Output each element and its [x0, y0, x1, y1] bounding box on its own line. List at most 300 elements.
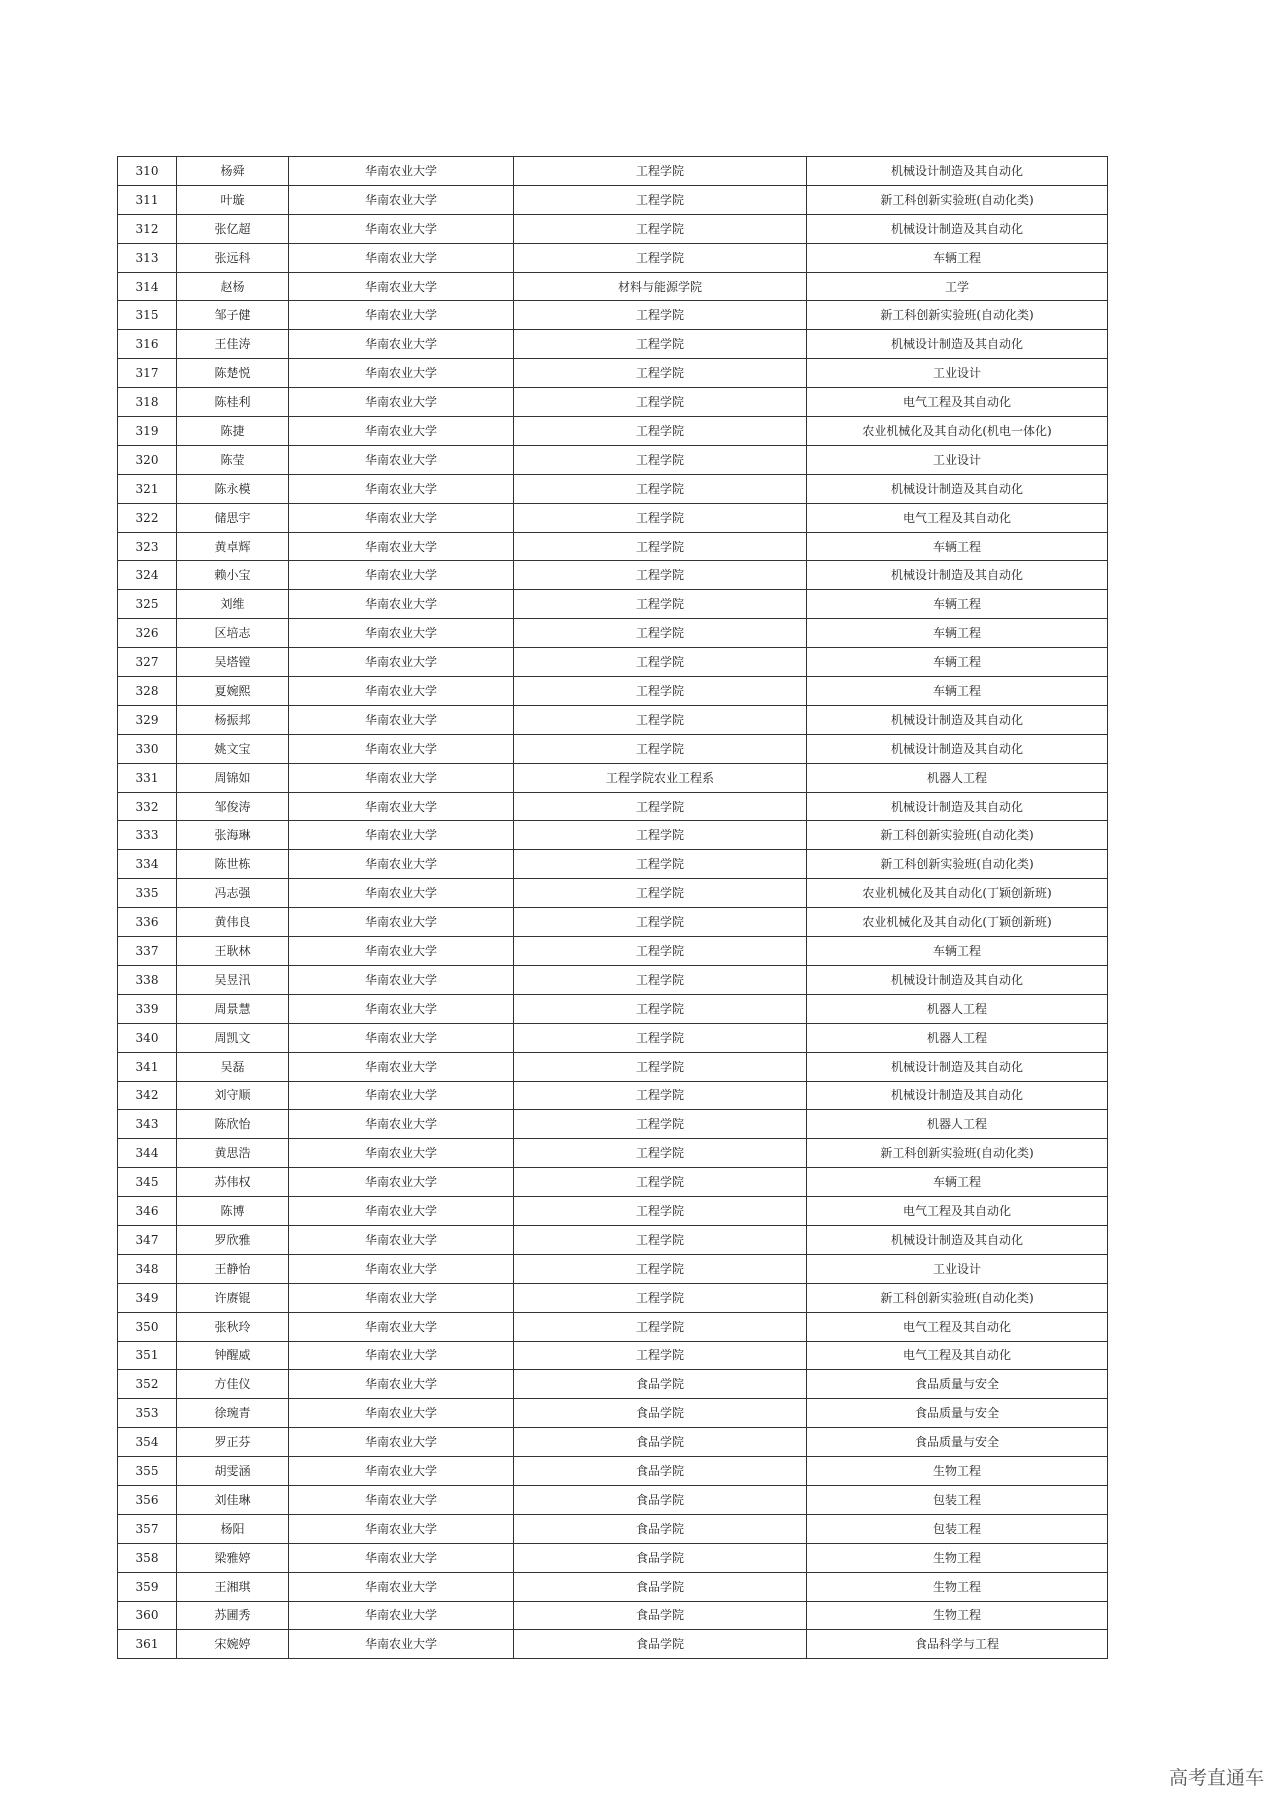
cell-name: 黄卓辉	[177, 532, 289, 561]
cell-college: 工程学院	[514, 330, 807, 359]
cell-college: 工程学院	[514, 561, 807, 590]
cell-name: 邹俊涛	[177, 792, 289, 821]
cell-number: 317	[118, 359, 177, 388]
cell-number: 312	[118, 214, 177, 243]
cell-name: 邹子健	[177, 301, 289, 330]
cell-name: 陈博	[177, 1197, 289, 1226]
cell-major: 新工科创新实验班(自动化类)	[807, 1139, 1108, 1168]
cell-number: 347	[118, 1225, 177, 1254]
cell-name: 陈捷	[177, 417, 289, 446]
cell-college: 工程学院	[514, 619, 807, 648]
table-row	[118, 1197, 1108, 1226]
cell-name: 王静怡	[177, 1254, 289, 1283]
cell-number: 331	[118, 763, 177, 792]
table-row	[118, 532, 1108, 561]
cell-college: 工程学院	[514, 590, 807, 619]
cell-name: 夏婉熙	[177, 677, 289, 706]
table-row	[118, 1052, 1108, 1081]
table-row	[118, 1312, 1108, 1341]
cell-name: 梁雅婷	[177, 1543, 289, 1572]
cell-number: 339	[118, 994, 177, 1023]
table-row	[118, 1110, 1108, 1139]
cell-major: 机械设计制造及其自动化	[807, 705, 1108, 734]
cell-major: 电气工程及其自动化	[807, 1312, 1108, 1341]
cell-major: 新工科创新实验班(自动化类)	[807, 185, 1108, 214]
cell-number: 316	[118, 330, 177, 359]
cell-number: 349	[118, 1283, 177, 1312]
cell-university: 华南农业大学	[289, 1572, 514, 1601]
cell-major: 新工科创新实验班(自动化类)	[807, 850, 1108, 879]
cell-number: 346	[118, 1197, 177, 1226]
cell-number: 336	[118, 908, 177, 937]
cell-major: 车辆工程	[807, 243, 1108, 272]
table-row	[118, 1485, 1108, 1514]
cell-major: 农业机械化及其自动化(丁颖创新班)	[807, 879, 1108, 908]
cell-major: 机器人工程	[807, 1110, 1108, 1139]
cell-college: 食品学院	[514, 1399, 807, 1428]
cell-major: 车辆工程	[807, 619, 1108, 648]
table-row	[118, 330, 1108, 359]
cell-major: 车辆工程	[807, 532, 1108, 561]
cell-college: 工程学院	[514, 185, 807, 214]
table-row	[118, 272, 1108, 301]
table-body	[118, 157, 1108, 1659]
cell-college: 工程学院	[514, 965, 807, 994]
cell-college: 工程学院	[514, 1081, 807, 1110]
cell-name: 吴塔镗	[177, 648, 289, 677]
table-row	[118, 1341, 1108, 1370]
cell-college: 工程学院	[514, 417, 807, 446]
table-row	[118, 1543, 1108, 1572]
cell-major: 机械设计制造及其自动化	[807, 1081, 1108, 1110]
cell-major: 包装工程	[807, 1485, 1108, 1514]
cell-number: 341	[118, 1052, 177, 1081]
table-row	[118, 763, 1108, 792]
cell-number: 311	[118, 185, 177, 214]
cell-major: 生物工程	[807, 1572, 1108, 1601]
cell-university: 华南农业大学	[289, 1168, 514, 1197]
table-row	[118, 214, 1108, 243]
cell-name: 胡雯涵	[177, 1457, 289, 1486]
cell-name: 许赓锟	[177, 1283, 289, 1312]
cell-college: 工程学院	[514, 792, 807, 821]
cell-number: 327	[118, 648, 177, 677]
cell-university: 华南农业大学	[289, 1139, 514, 1168]
table-row	[118, 301, 1108, 330]
table-row	[118, 1514, 1108, 1543]
cell-college: 食品学院	[514, 1457, 807, 1486]
cell-university: 华南农业大学	[289, 1485, 514, 1514]
cell-name: 吴昱汛	[177, 965, 289, 994]
cell-college: 工程学院	[514, 1023, 807, 1052]
cell-college: 工程学院	[514, 1197, 807, 1226]
cell-college: 工程学院	[514, 937, 807, 966]
cell-university: 华南农业大学	[289, 619, 514, 648]
cell-name: 杨阳	[177, 1514, 289, 1543]
table-row	[118, 1023, 1108, 1052]
cell-university: 华南农业大学	[289, 157, 514, 186]
cell-name: 刘维	[177, 590, 289, 619]
cell-major: 电气工程及其自动化	[807, 388, 1108, 417]
cell-major: 机械设计制造及其自动化	[807, 1225, 1108, 1254]
cell-major: 食品质量与安全	[807, 1428, 1108, 1457]
cell-name: 罗正芬	[177, 1428, 289, 1457]
cell-number: 359	[118, 1572, 177, 1601]
cell-number: 334	[118, 850, 177, 879]
cell-university: 华南农业大学	[289, 1601, 514, 1630]
table-row	[118, 1139, 1108, 1168]
cell-university: 华南农业大学	[289, 330, 514, 359]
cell-name: 吴磊	[177, 1052, 289, 1081]
cell-number: 329	[118, 705, 177, 734]
table-row	[118, 1572, 1108, 1601]
cell-college: 工程学院	[514, 648, 807, 677]
cell-name: 区培志	[177, 619, 289, 648]
cell-major: 机械设计制造及其自动化	[807, 734, 1108, 763]
cell-university: 华南农业大学	[289, 1428, 514, 1457]
cell-college: 工程学院	[514, 850, 807, 879]
cell-number: 342	[118, 1081, 177, 1110]
cell-major: 电气工程及其自动化	[807, 1197, 1108, 1226]
cell-number: 343	[118, 1110, 177, 1139]
cell-university: 华南农业大学	[289, 445, 514, 474]
table-row	[118, 359, 1108, 388]
cell-university: 华南农业大学	[289, 359, 514, 388]
cell-major: 农业机械化及其自动化(丁颖创新班)	[807, 908, 1108, 937]
table-row	[118, 1254, 1108, 1283]
cell-major: 车辆工程	[807, 677, 1108, 706]
cell-college: 工程学院	[514, 677, 807, 706]
cell-name: 姚文宝	[177, 734, 289, 763]
cell-name: 杨舜	[177, 157, 289, 186]
cell-number: 314	[118, 272, 177, 301]
cell-name: 张远科	[177, 243, 289, 272]
cell-number: 355	[118, 1457, 177, 1486]
cell-major: 机械设计制造及其自动化	[807, 965, 1108, 994]
cell-university: 华南农业大学	[289, 1514, 514, 1543]
cell-number: 348	[118, 1254, 177, 1283]
cell-college: 工程学院	[514, 1052, 807, 1081]
cell-number: 324	[118, 561, 177, 590]
cell-university: 华南农业大学	[289, 417, 514, 446]
cell-number: 323	[118, 532, 177, 561]
cell-university: 华南农业大学	[289, 879, 514, 908]
cell-number: 361	[118, 1630, 177, 1659]
cell-college: 工程学院	[514, 214, 807, 243]
cell-major: 新工科创新实验班(自动化类)	[807, 301, 1108, 330]
table-row	[118, 1081, 1108, 1110]
cell-college: 工程学院	[514, 734, 807, 763]
cell-major: 工业设计	[807, 359, 1108, 388]
cell-college: 工程学院	[514, 1341, 807, 1370]
cell-major: 工业设计	[807, 445, 1108, 474]
cell-college: 工程学院	[514, 243, 807, 272]
cell-name: 陈世栋	[177, 850, 289, 879]
cell-university: 华南农业大学	[289, 648, 514, 677]
cell-university: 华南农业大学	[289, 590, 514, 619]
table-row	[118, 1399, 1108, 1428]
cell-university: 华南农业大学	[289, 1110, 514, 1139]
table-row	[118, 619, 1108, 648]
cell-number: 350	[118, 1312, 177, 1341]
cell-name: 王佳涛	[177, 330, 289, 359]
cell-major: 车辆工程	[807, 1168, 1108, 1197]
table-row	[118, 908, 1108, 937]
cell-name: 陈欣怡	[177, 1110, 289, 1139]
cell-major: 生物工程	[807, 1457, 1108, 1486]
cell-university: 华南农业大学	[289, 1543, 514, 1572]
cell-university: 华南农业大学	[289, 474, 514, 503]
cell-university: 华南农业大学	[289, 561, 514, 590]
cell-major: 机械设计制造及其自动化	[807, 561, 1108, 590]
cell-university: 华南农业大学	[289, 1197, 514, 1226]
cell-number: 310	[118, 157, 177, 186]
cell-major: 机器人工程	[807, 1023, 1108, 1052]
cell-college: 工程学院	[514, 532, 807, 561]
cell-university: 华南农业大学	[289, 272, 514, 301]
cell-number: 338	[118, 965, 177, 994]
cell-number: 353	[118, 1399, 177, 1428]
cell-name: 周景慧	[177, 994, 289, 1023]
cell-name: 罗欣雅	[177, 1225, 289, 1254]
table-row	[118, 243, 1108, 272]
cell-college: 工程学院	[514, 1225, 807, 1254]
table-row	[118, 590, 1108, 619]
cell-university: 华南农业大学	[289, 1023, 514, 1052]
cell-number: 351	[118, 1341, 177, 1370]
cell-university: 华南农业大学	[289, 792, 514, 821]
cell-name: 陈莹	[177, 445, 289, 474]
cell-college: 工程学院	[514, 994, 807, 1023]
cell-major: 工学	[807, 272, 1108, 301]
cell-university: 华南农业大学	[289, 1283, 514, 1312]
cell-name: 徐琬青	[177, 1399, 289, 1428]
student-list-table	[117, 156, 1108, 1659]
cell-college: 工程学院	[514, 1139, 807, 1168]
cell-number: 356	[118, 1485, 177, 1514]
cell-college: 工程学院	[514, 301, 807, 330]
cell-university: 华南农业大学	[289, 1341, 514, 1370]
cell-name: 陈楚悦	[177, 359, 289, 388]
cell-major: 包装工程	[807, 1514, 1108, 1543]
cell-major: 食品质量与安全	[807, 1370, 1108, 1399]
cell-university: 华南农业大学	[289, 1457, 514, 1486]
cell-name: 苏圃秀	[177, 1601, 289, 1630]
cell-college: 工程学院	[514, 705, 807, 734]
cell-college: 工程学院	[514, 445, 807, 474]
cell-college: 食品学院	[514, 1572, 807, 1601]
table-row	[118, 879, 1108, 908]
cell-name: 苏伟权	[177, 1168, 289, 1197]
cell-college: 工程学院	[514, 1283, 807, 1312]
table-row	[118, 417, 1108, 446]
cell-university: 华南农业大学	[289, 1630, 514, 1659]
table-row	[118, 821, 1108, 850]
cell-name: 王耿林	[177, 937, 289, 966]
table-row	[118, 445, 1108, 474]
cell-name: 杨振邦	[177, 705, 289, 734]
table-row	[118, 1225, 1108, 1254]
cell-number: 322	[118, 503, 177, 532]
cell-major: 电气工程及其自动化	[807, 503, 1108, 532]
cell-university: 华南农业大学	[289, 503, 514, 532]
cell-number: 345	[118, 1168, 177, 1197]
cell-major: 新工科创新实验班(自动化类)	[807, 821, 1108, 850]
cell-name: 赖小宝	[177, 561, 289, 590]
cell-university: 华南农业大学	[289, 705, 514, 734]
cell-major: 生物工程	[807, 1601, 1108, 1630]
cell-number: 344	[118, 1139, 177, 1168]
cell-name: 叶璇	[177, 185, 289, 214]
table-row	[118, 1168, 1108, 1197]
cell-university: 华南农业大学	[289, 677, 514, 706]
cell-university: 华南农业大学	[289, 1225, 514, 1254]
table-row	[118, 1428, 1108, 1457]
cell-major: 食品科学与工程	[807, 1630, 1108, 1659]
cell-university: 华南农业大学	[289, 908, 514, 937]
table-row	[118, 1370, 1108, 1399]
cell-university: 华南农业大学	[289, 185, 514, 214]
cell-college: 工程学院	[514, 908, 807, 937]
cell-major: 车辆工程	[807, 648, 1108, 677]
cell-number: 332	[118, 792, 177, 821]
cell-university: 华南农业大学	[289, 532, 514, 561]
cell-number: 320	[118, 445, 177, 474]
table-row	[118, 388, 1108, 417]
table-row	[118, 185, 1108, 214]
cell-number: 318	[118, 388, 177, 417]
cell-number: 325	[118, 590, 177, 619]
cell-major: 机械设计制造及其自动化	[807, 792, 1108, 821]
cell-university: 华南农业大学	[289, 937, 514, 966]
cell-name: 宋婉婷	[177, 1630, 289, 1659]
cell-number: 352	[118, 1370, 177, 1399]
cell-name: 陈桂利	[177, 388, 289, 417]
cell-number: 340	[118, 1023, 177, 1052]
cell-number: 328	[118, 677, 177, 706]
cell-number: 360	[118, 1601, 177, 1630]
cell-college: 食品学院	[514, 1630, 807, 1659]
cell-major: 电气工程及其自动化	[807, 1341, 1108, 1370]
cell-university: 华南农业大学	[289, 821, 514, 850]
cell-name: 张亿超	[177, 214, 289, 243]
cell-university: 华南农业大学	[289, 965, 514, 994]
cell-college: 工程学院	[514, 1110, 807, 1139]
table-row	[118, 474, 1108, 503]
watermark-logo-text: 高考直通车	[1168, 1767, 1264, 1789]
table-row	[118, 561, 1108, 590]
cell-major: 机器人工程	[807, 994, 1108, 1023]
cell-major: 机器人工程	[807, 763, 1108, 792]
cell-name: 刘佳琳	[177, 1485, 289, 1514]
cell-name: 钟醒威	[177, 1341, 289, 1370]
cell-major: 机械设计制造及其自动化	[807, 1052, 1108, 1081]
table-row	[118, 1630, 1108, 1659]
cell-major: 机械设计制造及其自动化	[807, 330, 1108, 359]
cell-university: 华南农业大学	[289, 301, 514, 330]
table-row	[118, 705, 1108, 734]
cell-name: 冯志强	[177, 879, 289, 908]
table-row	[118, 157, 1108, 186]
cell-number: 333	[118, 821, 177, 850]
cell-name: 张秋玲	[177, 1312, 289, 1341]
cell-major: 生物工程	[807, 1543, 1108, 1572]
cell-university: 华南农业大学	[289, 1399, 514, 1428]
table-row	[118, 1457, 1108, 1486]
table-row	[118, 937, 1108, 966]
cell-university: 华南农业大学	[289, 214, 514, 243]
cell-number: 330	[118, 734, 177, 763]
cell-college: 工程学院	[514, 474, 807, 503]
cell-number: 319	[118, 417, 177, 446]
table-row	[118, 1601, 1108, 1630]
cell-major: 机械设计制造及其自动化	[807, 157, 1108, 186]
table-row	[118, 1283, 1108, 1312]
cell-number: 326	[118, 619, 177, 648]
cell-number: 321	[118, 474, 177, 503]
table-row	[118, 677, 1108, 706]
cell-college: 工程学院	[514, 503, 807, 532]
cell-major: 食品质量与安全	[807, 1399, 1108, 1428]
cell-college: 工程学院	[514, 1312, 807, 1341]
cell-major: 车辆工程	[807, 590, 1108, 619]
table-row	[118, 734, 1108, 763]
cell-college: 工程学院农业工程系	[514, 763, 807, 792]
cell-number: 337	[118, 937, 177, 966]
cell-name: 周凯文	[177, 1023, 289, 1052]
cell-university: 华南农业大学	[289, 1312, 514, 1341]
cell-major: 车辆工程	[807, 937, 1108, 966]
cell-university: 华南农业大学	[289, 763, 514, 792]
cell-college: 食品学院	[514, 1370, 807, 1399]
cell-university: 华南农业大学	[289, 1052, 514, 1081]
cell-name: 陈永模	[177, 474, 289, 503]
cell-name: 周锦如	[177, 763, 289, 792]
table-row	[118, 648, 1108, 677]
cell-college: 食品学院	[514, 1514, 807, 1543]
cell-name: 黄思浩	[177, 1139, 289, 1168]
cell-major: 机械设计制造及其自动化	[807, 214, 1108, 243]
cell-college: 材料与能源学院	[514, 272, 807, 301]
cell-college: 食品学院	[514, 1428, 807, 1457]
cell-name: 方佳仪	[177, 1370, 289, 1399]
cell-college: 食品学院	[514, 1485, 807, 1514]
cell-major: 工业设计	[807, 1254, 1108, 1283]
cell-number: 357	[118, 1514, 177, 1543]
cell-university: 华南农业大学	[289, 1370, 514, 1399]
cell-university: 华南农业大学	[289, 994, 514, 1023]
cell-name: 张海琳	[177, 821, 289, 850]
cell-university: 华南农业大学	[289, 850, 514, 879]
table-row	[118, 965, 1108, 994]
cell-major: 新工科创新实验班(自动化类)	[807, 1283, 1108, 1312]
cell-number: 335	[118, 879, 177, 908]
cell-number: 354	[118, 1428, 177, 1457]
table-row	[118, 850, 1108, 879]
cell-college: 食品学院	[514, 1543, 807, 1572]
cell-university: 华南农业大学	[289, 734, 514, 763]
table-row	[118, 503, 1108, 532]
cell-college: 工程学院	[514, 388, 807, 417]
cell-university: 华南农业大学	[289, 1081, 514, 1110]
cell-college: 工程学院	[514, 157, 807, 186]
cell-name: 王湘琪	[177, 1572, 289, 1601]
cell-university: 华南农业大学	[289, 1254, 514, 1283]
cell-college: 食品学院	[514, 1601, 807, 1630]
cell-number: 358	[118, 1543, 177, 1572]
cell-university: 华南农业大学	[289, 388, 514, 417]
cell-college: 工程学院	[514, 879, 807, 908]
